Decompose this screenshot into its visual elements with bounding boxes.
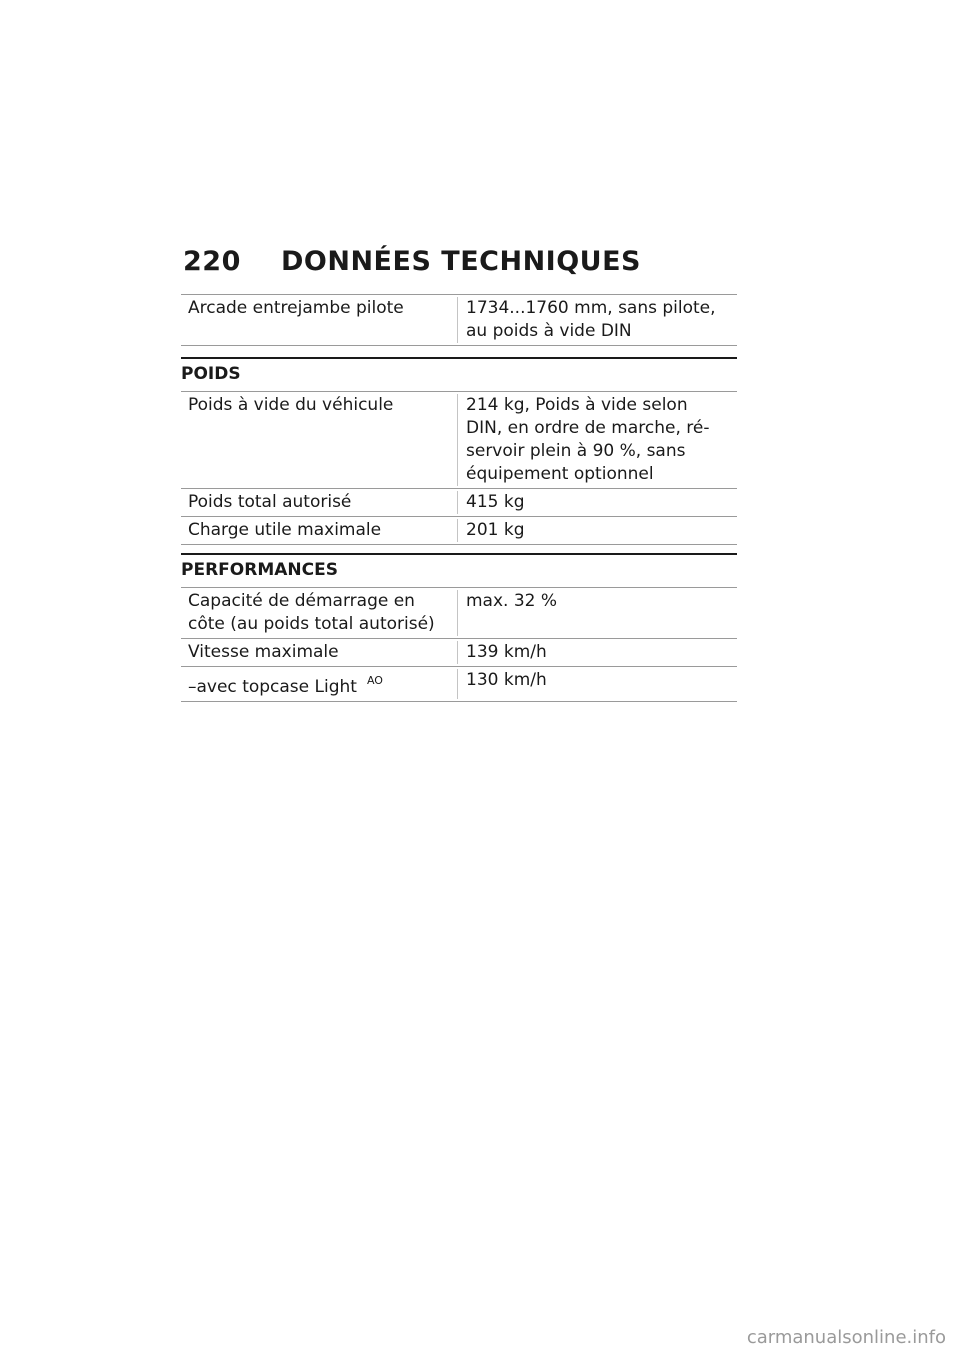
value-line: 1734...1760 mm, sans pilote, [466,298,716,318]
row-value: max. 32 % [466,591,558,611]
row-value: 139 km/h [466,642,547,662]
value-line: au poids à vide DIN [466,321,632,341]
label-line: côte (au poids total autorisé) [188,614,435,634]
table-row [181,392,737,489]
table-row [181,295,737,346]
page-header [183,246,641,277]
value-line: servoir plein à 90 %, sans [466,441,686,461]
row-label: Poids à vide du véhicule [181,394,458,486]
page-number: 220 [183,246,241,277]
label-line: Capacité de démarrage en [188,591,415,611]
section-poids [181,357,737,545]
section-title: POIDS [181,359,737,392]
row-value [458,297,737,343]
row-label: Arcade entrejambe pilote [181,297,458,343]
row-value: 415 kg [466,492,525,512]
table-row [181,517,737,545]
value-line: équipement optionnel [466,464,654,484]
row-label: Vitesse maximale [181,641,458,664]
watermark: carmanualsonline.info [746,1327,946,1348]
row-value: 201 kg [466,520,525,540]
value-line: 214 kg, Poids à vide selon [466,395,688,415]
optional-accessory-marker: AO [366,674,383,687]
row-value: 130 km/h [466,670,547,690]
row-label [181,669,458,699]
page-title: DONNÉES TECHNIQUES [281,246,641,277]
intro-table [181,294,737,346]
value-line: DIN, en ordre de marche, ré- [466,418,710,438]
table-row [181,667,737,702]
row-label [181,590,458,636]
table-row [181,588,737,639]
table-row [181,489,737,517]
row-label: Poids total autorisé [181,491,458,514]
row-value [458,394,737,486]
poids-table [181,392,737,545]
section-title: PERFORMANCES [181,555,737,588]
section-performances [181,553,737,702]
row-label: Charge utile maximale [181,519,458,542]
performances-table [181,588,737,702]
table-row [181,639,737,667]
label-text: –avec topcase Light [188,677,357,697]
